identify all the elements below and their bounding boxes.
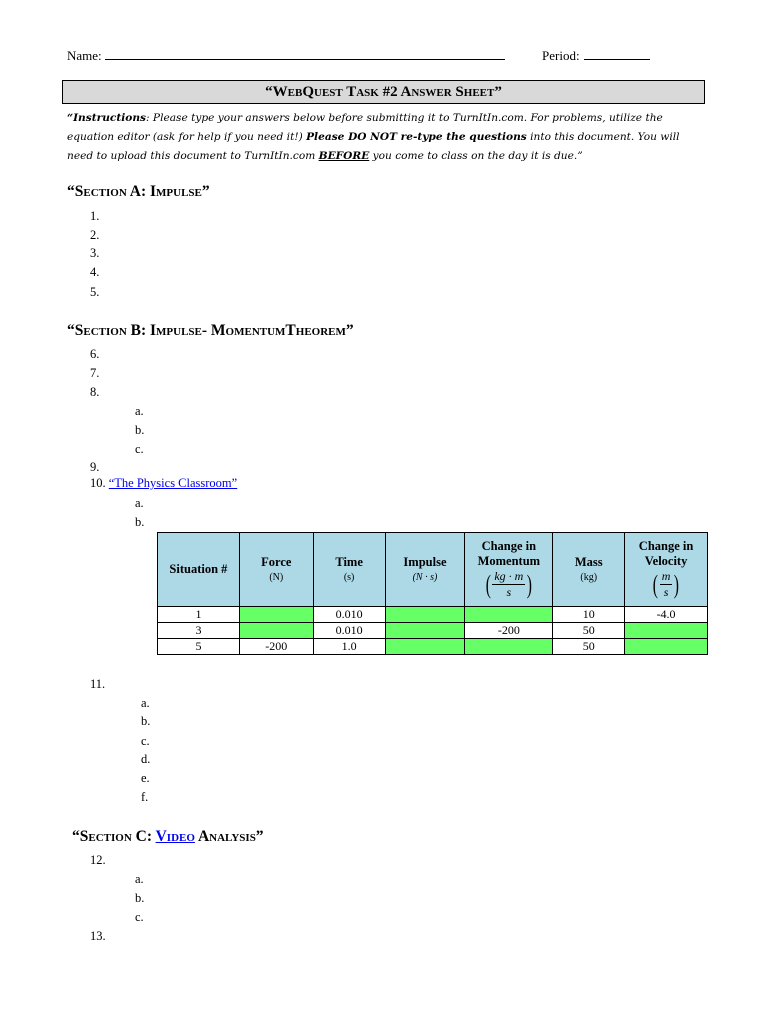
cell-velocity[interactable] bbox=[625, 623, 708, 639]
cell-momentum: -200 bbox=[465, 623, 553, 639]
section-a-title: “Section A: Impulse” bbox=[67, 183, 210, 200]
instructions-bold: Please DO NOT re-type the questions bbox=[306, 131, 527, 143]
sub-list-item: a. bbox=[135, 404, 144, 418]
sub-list-item: c. bbox=[135, 442, 144, 456]
list-item: 12. bbox=[90, 853, 106, 867]
name-field-row bbox=[67, 46, 505, 64]
table-row bbox=[158, 607, 708, 623]
cell-impulse[interactable] bbox=[385, 639, 465, 655]
list-item: 11. bbox=[90, 677, 106, 691]
video-link[interactable]: Video bbox=[155, 828, 195, 845]
sub-list-item: b. bbox=[141, 714, 151, 728]
cell-momentum[interactable] bbox=[465, 607, 553, 623]
list-item: 3. bbox=[90, 246, 100, 260]
list-item: 9. bbox=[90, 460, 100, 474]
cell-force[interactable] bbox=[239, 623, 313, 639]
header-force: Force (N) bbox=[239, 533, 313, 607]
header-mass: Mass (kg) bbox=[553, 533, 625, 607]
cell-force[interactable] bbox=[239, 607, 313, 623]
list-item: 8. bbox=[90, 385, 100, 399]
list-item: 4. bbox=[90, 265, 100, 279]
period-input-line[interactable] bbox=[584, 46, 650, 60]
table-row bbox=[158, 623, 708, 639]
sub-list-item: b. bbox=[135, 515, 145, 529]
cell-time: 0.010 bbox=[313, 623, 385, 639]
instructions-before: BEFORE bbox=[318, 150, 370, 162]
instructions-paragraph bbox=[67, 109, 707, 166]
period-field-row bbox=[542, 46, 650, 64]
list-item: 5. bbox=[90, 285, 100, 299]
momentum-unit-numerator: kg · m bbox=[494, 569, 524, 583]
instructions-text-1: : Please type your answers below before submitting it to TurnItIn.com. For problems, utilize the equation editor (ask for help if you need it!) bbox=[67, 112, 663, 143]
instructions-text-3: you come to class on the day it is due.” bbox=[369, 150, 583, 162]
page-title: “WebQuest Task #2 Answer Sheet” bbox=[62, 80, 705, 104]
sub-list-item: a. bbox=[135, 496, 144, 510]
header-velocity: Change in Velocity ( $\frac{m}{s}$ ) bbox=[625, 533, 708, 607]
cell-force: -200 bbox=[239, 639, 313, 655]
cell-situation: 5 bbox=[158, 639, 240, 655]
sub-list-item: d. bbox=[141, 752, 151, 766]
cell-momentum[interactable] bbox=[465, 639, 553, 655]
cell-time: 0.010 bbox=[313, 607, 385, 623]
impulse-momentum-table bbox=[157, 532, 708, 655]
list-item: 7. bbox=[90, 366, 100, 380]
header-situation: Situation # bbox=[158, 533, 240, 607]
name-label: Name: bbox=[67, 48, 102, 63]
sub-list-item: e. bbox=[141, 771, 150, 785]
list-item: 2. bbox=[90, 228, 100, 242]
cell-velocity[interactable] bbox=[625, 639, 708, 655]
period-label: Period: bbox=[542, 48, 580, 63]
list-item: 1. bbox=[90, 209, 100, 223]
sub-list-item: c. bbox=[141, 734, 150, 748]
sub-list-item: a. bbox=[141, 696, 150, 710]
header-time: Time (s) bbox=[313, 533, 385, 607]
cell-situation: 1 bbox=[158, 607, 240, 623]
cell-situation: 3 bbox=[158, 623, 240, 639]
sub-list-item: b. bbox=[135, 423, 145, 437]
cell-velocity: -4.0 bbox=[625, 607, 708, 623]
table-row bbox=[158, 639, 708, 655]
instructions-text-2: into this document. You will need to upload this document to TurnItIn.com bbox=[67, 131, 680, 162]
velocity-unit-numerator: m bbox=[661, 569, 671, 583]
list-item: 6. bbox=[90, 347, 100, 361]
header-impulse: Impulse (N · s) bbox=[385, 533, 465, 607]
cell-impulse[interactable] bbox=[385, 607, 465, 623]
cell-impulse[interactable] bbox=[385, 623, 465, 639]
list-item-number: 10. bbox=[90, 476, 106, 490]
sub-list-item: f. bbox=[141, 790, 149, 804]
cell-mass: 50 bbox=[553, 639, 625, 655]
physics-classroom-link[interactable]: “The Physics Classroom” bbox=[108, 476, 238, 490]
cell-mass: 50 bbox=[553, 623, 625, 639]
cell-mass: 10 bbox=[553, 607, 625, 623]
instructions-lead: “Instructions bbox=[67, 112, 146, 124]
sub-list-item: b. bbox=[135, 891, 145, 905]
velocity-unit-denominator: s bbox=[663, 585, 669, 599]
momentum-unit-denominator: s bbox=[506, 585, 512, 599]
sub-list-item: c. bbox=[135, 910, 144, 924]
sub-list-item: a. bbox=[135, 872, 144, 886]
section-b-title: “Section B: Impulse- MomentumTheorem” bbox=[67, 322, 354, 339]
name-input-line[interactable] bbox=[105, 46, 505, 60]
list-item: 13. bbox=[90, 929, 106, 943]
cell-time: 1.0 bbox=[313, 639, 385, 655]
header-momentum: Change in Momentum ( $\frac{kg \cdot m}{s}$ ) bbox=[465, 533, 553, 607]
list-item-10 bbox=[90, 476, 237, 491]
section-c-title: “Section C: Video Analysis” bbox=[72, 828, 264, 845]
